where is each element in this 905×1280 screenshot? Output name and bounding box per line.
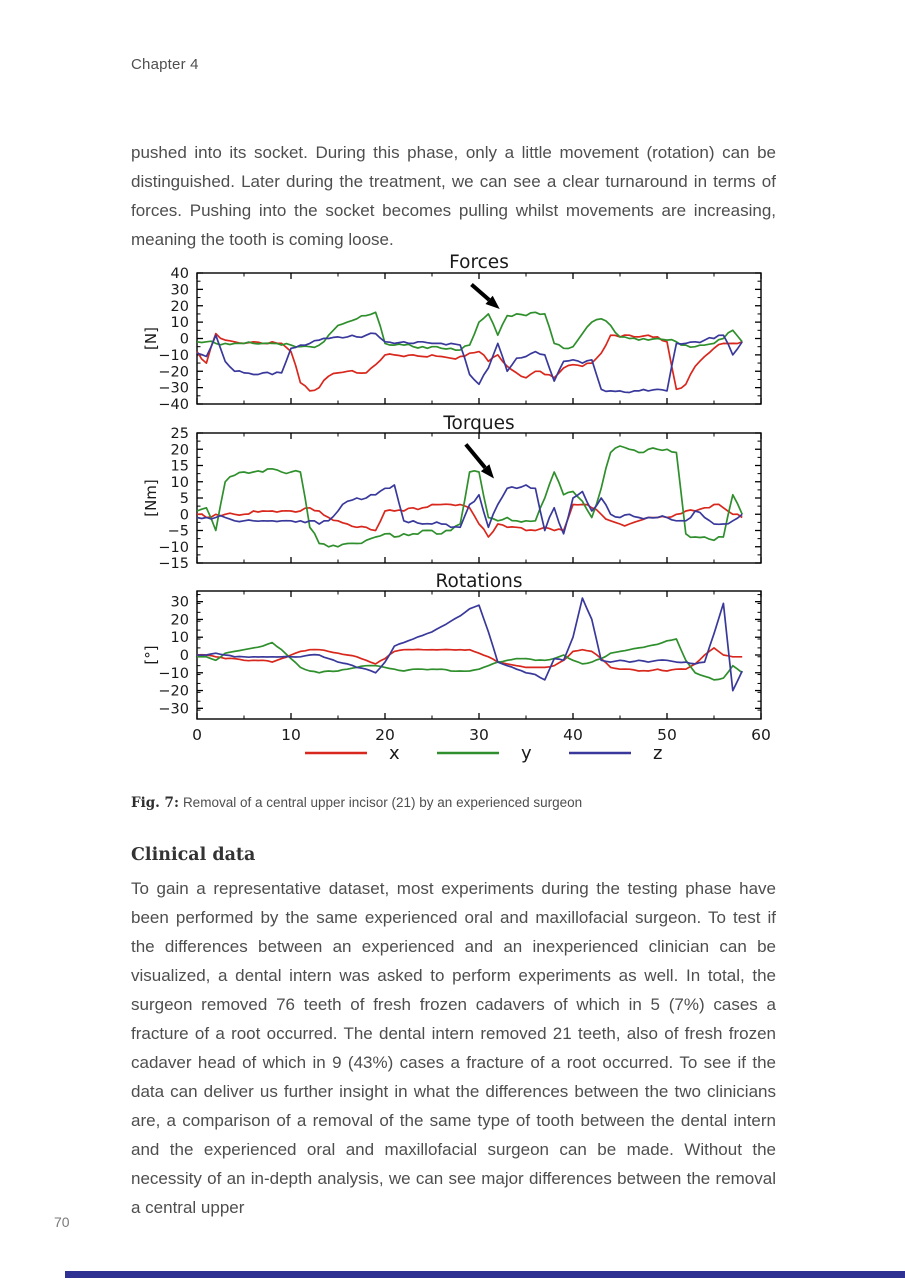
y-tick-label: 20 — [170, 442, 189, 459]
x-tick-label: 20 — [375, 726, 395, 744]
paragraph-intro: pushed into its socket. During this phase, only a little movement (rotation) can be distinguished. Later during the treatment, we can see a clear turnaround in terms of forces. Pushing into the socket becomes pulling whilst movements are increasing, meaning the tooth is coming loose. — [131, 143, 776, 249]
x-tick-label: 40 — [563, 726, 583, 744]
x-tick-label: 60 — [751, 726, 771, 744]
y-tick-label: 30 — [170, 594, 189, 611]
bottom-accent-bar — [65, 1271, 905, 1278]
figure-caption — [131, 795, 781, 811]
y-axis-label: [Nm] — [142, 479, 160, 517]
y-tick-label: −20 — [158, 364, 189, 381]
series-y — [197, 446, 742, 547]
forces-torques-rotations-chart — [140, 248, 800, 773]
y-tick-label: 40 — [170, 266, 189, 282]
legend-label-x: x — [389, 743, 400, 764]
section-heading: Clinical data — [131, 845, 256, 865]
plot-frame — [197, 591, 761, 719]
y-tick-label: 20 — [170, 612, 189, 629]
paragraph-clinical-data: To gain a representative dataset, most experiments during the testing phase have been performed by the same experienced oral and maxillofacial surgeon. To test if the differences between an experienced and an inexperienced clinician can be visualized, a dental intern was asked to perform experiments as well. In total, the surgeon removed 76 teeth of fresh frozen cadavers of which in 5 (7%) cases a fracture of a root occurred. The dental intern removed 21 teeth, also of fresh frozen cadaver head of which in 9 (43%) cases a fracture of a root occurred. To see if the data can deliver us further insight in what the differences between the two clinicians are, a comparison of a removal of the same type of tooth between the dental intern and the experienced oral and maxillofacial surgeon can be made. Without the necessity of an in-depth analysis, we can see major differences between the removal a central upper — [131, 879, 776, 1217]
figure-7 — [140, 248, 800, 773]
y-tick-label: −40 — [158, 397, 189, 413]
annotation-arrow — [466, 444, 485, 467]
series-z — [197, 333, 742, 392]
y-tick-label: 30 — [170, 282, 189, 299]
y-tick-label: −5 — [167, 523, 189, 540]
y-axis-label: [N] — [142, 327, 160, 350]
panel-title: Forces — [449, 252, 509, 273]
x-tick-label: 10 — [281, 726, 301, 744]
y-axis-label: [°] — [142, 645, 160, 665]
y-tick-label: −10 — [158, 539, 189, 556]
series-x — [197, 334, 742, 391]
x-tick-label: 30 — [469, 726, 489, 744]
chapter-header: Chapter 4 — [131, 56, 199, 73]
y-tick-label: 10 — [170, 474, 189, 491]
y-tick-label: −10 — [158, 347, 189, 364]
y-tick-label: 10 — [170, 630, 189, 647]
y-tick-label: 10 — [170, 315, 189, 332]
y-tick-label: 25 — [170, 426, 189, 442]
series-z — [197, 598, 742, 691]
figure-caption-label: Fig. 7: — [131, 795, 179, 811]
panel-title: Rotations — [435, 571, 523, 592]
y-tick-label: 20 — [170, 298, 189, 315]
y-tick-label: 0 — [179, 648, 189, 664]
x-tick-label: 0 — [192, 726, 202, 744]
panel-title: Torques — [443, 413, 515, 434]
series-y — [197, 312, 742, 350]
y-tick-label: 0 — [179, 507, 189, 524]
y-tick-label: −15 — [158, 556, 189, 572]
y-tick-label: 5 — [179, 491, 189, 507]
legend-label-z: z — [653, 743, 663, 764]
x-tick-label: 50 — [657, 726, 677, 744]
y-tick-label: 15 — [170, 458, 189, 475]
annotation-arrow — [471, 284, 489, 299]
y-tick-label: 0 — [179, 331, 189, 348]
page-number: 70 — [54, 1214, 70, 1230]
y-tick-label: −30 — [158, 701, 189, 718]
legend-label-y: y — [521, 743, 532, 764]
y-tick-label: −20 — [158, 683, 189, 700]
figure-caption-text: Removal of a central upper incisor (21) by an experienced surgeon — [182, 795, 583, 810]
y-tick-label: −10 — [158, 665, 189, 682]
y-tick-label: −30 — [158, 380, 189, 397]
